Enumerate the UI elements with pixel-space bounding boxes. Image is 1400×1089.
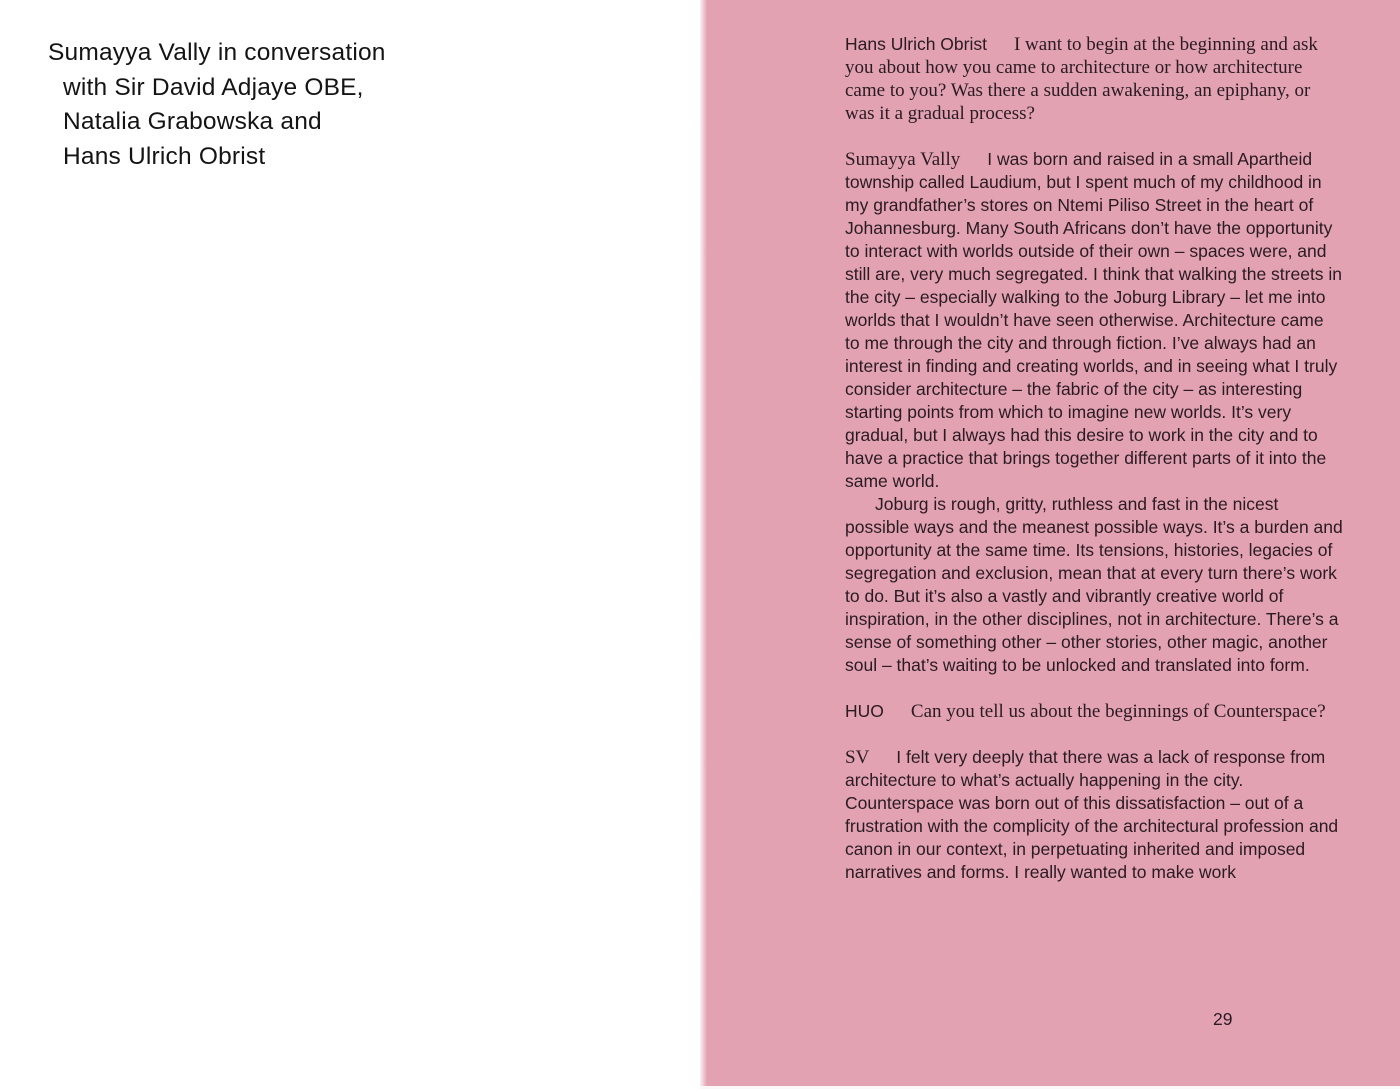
chapter-title-line: Natalia Grabowska and <box>63 108 322 135</box>
right-page <box>700 0 1400 1089</box>
dialogue-sv-answer-1-continued <box>845 493 1343 677</box>
dialogue-huo-question-2 <box>845 700 1343 723</box>
dialogue-sv-answer-1 <box>845 148 1343 493</box>
chapter-title <box>0 0 700 174</box>
speaker-label-huo: Hans Ulrich Obrist <box>845 34 987 54</box>
speaker-label-sv: Sumayya Vally <box>845 149 961 170</box>
speech-text: Can you tell us about the beginnings of Counterspace? <box>910 701 1326 722</box>
chapter-title-line: Hans Ulrich Obrist <box>63 142 266 170</box>
speaker-label-huo: HUO <box>845 701 884 721</box>
speech-text: Joburg is rough, gritty, ruthless and fast in the nicest possible ways and the meanest possible ways. It’s a burden and opportunity at the same time. Its tensions, histories, legacies of segregation and exclusion, mean that at every turn there’s work to do. But it’s also a vastly and vibrantly creative world of inspiration, in the other disciplines, not in architecture. There’s a sense of something other – other stories, other magic, another soul – that’s waiting to be unlocked and translated into form. <box>845 494 1343 675</box>
dialogue-huo-question-1 <box>845 33 1343 125</box>
speech-text: I felt very deeply that there was a lack of response from architecture to what’s actually happening in the city. Counterspace was born out of this dissatisfaction – out of a frustration with the complicity of the architectural profession and canon in our context, in perpetuating inherited and imposed narratives and forms. I really wanted to make work <box>845 747 1339 882</box>
speech-text: I was born and raised in a small Apartheid township called Laudium, but I spent much of my childhood in my grandfather’s stores on Ntemi Piliso Street in the heart of Johannesburg. Many South Africans don’t have the opportunity to interact with worlds outside of their own – spaces were, and still are, very much segregated. I think that walking the streets in the city – especially walking to the Joburg Library – let me into worlds that I wouldn’t have seen otherwise. Architecture came to me through the city and through fiction. I’ve always had an interest in finding and creating worlds, and in seeing what I truly consider architecture – the fabric of the city – as interesting starting points from which to imagine new worlds. It’s very gradual, but I always had this desire to work in the city and to have a practice that brings together different parts of it into the same world. <box>845 149 1343 491</box>
dialogue-sv-answer-2 <box>845 746 1343 884</box>
page-number: 29 <box>1213 1009 1233 1029</box>
speaker-label-sv: SV <box>845 747 870 768</box>
chapter-title-line: Sumayya Vally in conversation <box>48 39 386 66</box>
interview-text <box>845 33 1343 884</box>
speech-text: I want to begin at the beginning and ask you about how you came to architecture or how architecture came to you? Was there a sudden awakening, an epiphany, or was it a gradual process? <box>845 34 1318 124</box>
chapter-title-line: with Sir David Adjaye OBE, <box>63 73 364 101</box>
